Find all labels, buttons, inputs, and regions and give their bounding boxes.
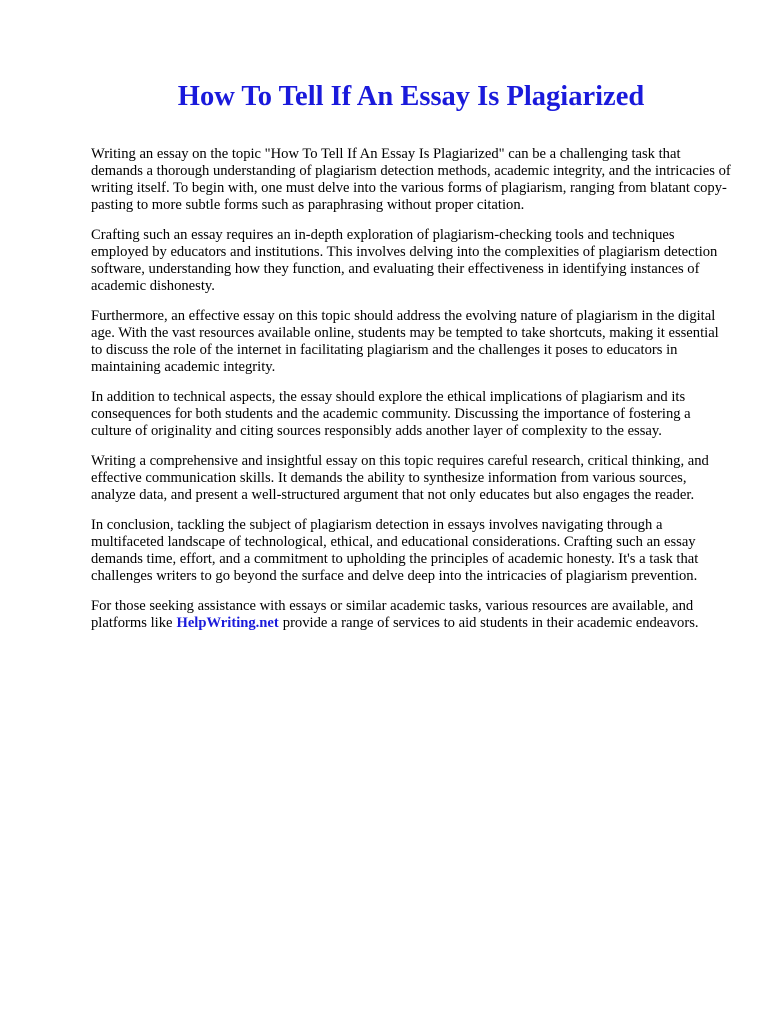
helpwriting-link[interactable]: HelpWriting.net — [176, 615, 279, 631]
paragraph-7 — [91, 598, 731, 632]
paragraph-5: Writing a comprehensive and insightful essay on this topic requires careful research, critical thinking, and effective communication skills. It demands the ability to synthesize information from various sources, analyze data, and present a well-structured argument that not only educates but also engages the reader. — [91, 453, 709, 503]
document-title: How To Tell If An Essay Is Plagiarized — [177, 81, 645, 112]
paragraph-6: In conclusion, tackling the subject of plagiarism detection in essays involves navigating through a multifaceted landscape of technological, ethical, and educational considerations. Crafting such an essay demands time, effort, and a commitment to upholding the principles of academic honesty. It's a task that challenges writers to go beyond the surface and delve deep into the intricacies of plagiarism prevention. — [91, 517, 699, 584]
paragraph-2: Crafting such an essay requires an in-depth exploration of plagiarism-checking tools and techniques employed by educators and institutions. This involves delving into the complexities of plagiarism detection software, understanding how they function, and evaluating their effectiveness in identifying instances of academic dishonesty. — [91, 227, 718, 294]
document-body — [91, 146, 731, 645]
paragraph-7-text-before-link: For those seeking assistance with essays or similar academic tasks, various resources are available, and platforms like — [91, 598, 694, 631]
paragraph-3: Furthermore, an effective essay on this topic should address the evolving nature of plagiarism in the digital age. With the vast resources available online, students may be tempted to take shortcuts, making it essential to discuss the role of the internet in facilitating plagiarism and the challenges it poses to educators in maintaining academic integrity. — [91, 308, 719, 375]
paragraph-1: Writing an essay on the topic "How To Tell If An Essay Is Plagiarized" can be a challenging task that demands a thorough understanding of plagiarism detection methods, academic integrity, and the intricacies of writing itself. To begin with, one must delve into the various forms of plagiarism, ranging from blatant copy-pasting to more subtle forms such as paraphrasing without proper citation. — [91, 146, 731, 213]
paragraph-4: In addition to technical aspects, the essay should explore the ethical implications of plagiarism and its consequences for both students and the academic community. Discussing the importance of fostering a culture of originality and citing sources responsibly adds another layer of complexity to the essay. — [91, 389, 691, 439]
paragraph-7-text-after-link: provide a range of services to aid students in their academic endeavors. — [282, 615, 699, 631]
